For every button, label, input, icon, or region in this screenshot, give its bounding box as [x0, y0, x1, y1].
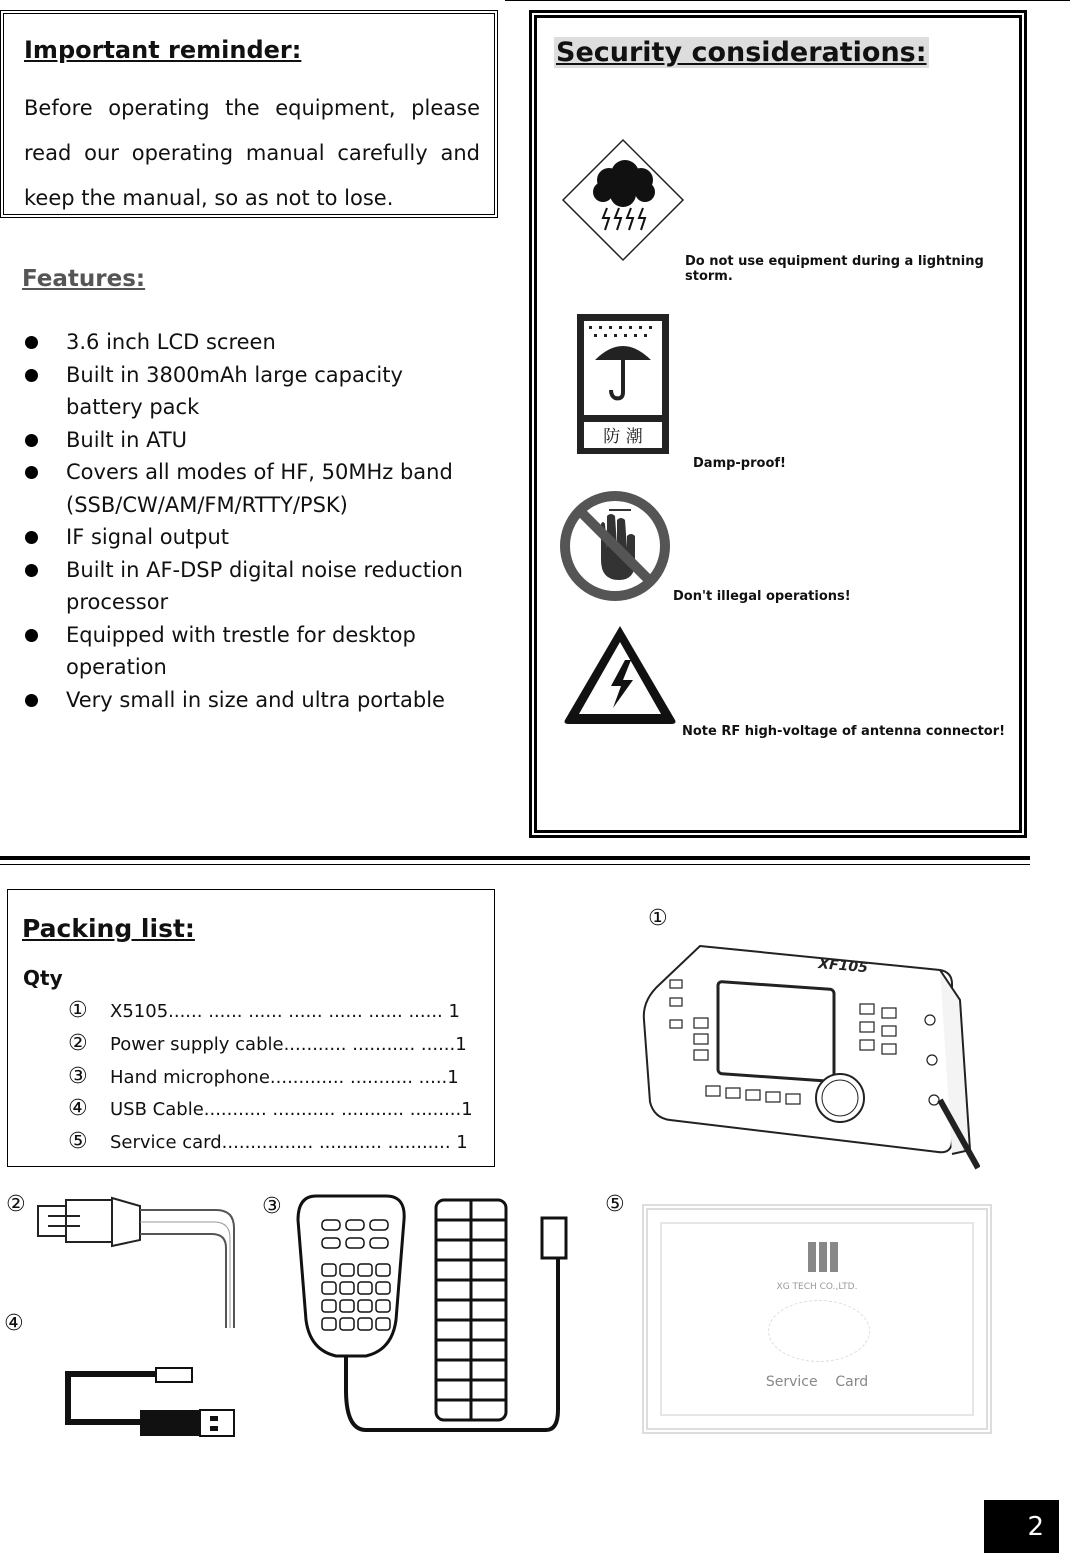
top-rule — [505, 0, 1070, 1]
no-touch-caption: Don't illegal operations! — [673, 589, 851, 604]
power-cable-illustration — [36, 1188, 242, 1328]
bullet-icon — [25, 336, 38, 349]
feature-item: IF signal output — [22, 521, 482, 554]
card-company: XG TECH CO.,LTD. — [776, 1282, 858, 1292]
packing-item: ② Power supply cable........... ........... ......1 — [68, 1031, 467, 1056]
bullet-icon — [25, 434, 38, 447]
qty-label: Qty — [23, 966, 63, 990]
reminder-title: Important reminder: — [24, 36, 302, 64]
packing-item: ③ Hand microphone............. ........... .....1 — [68, 1064, 459, 1089]
section-divider — [0, 856, 1030, 860]
radio-brand: XF105 — [817, 956, 869, 977]
bullet-icon — [25, 466, 38, 479]
feature-item: Built in AF-DSP digital noise reduction processor — [22, 554, 482, 619]
feature-item: Covers all modes of HF, 50MHz band (SSB/CW/AM/FM/RTTY/PSK) — [22, 456, 482, 521]
features-title: Features: — [22, 266, 146, 292]
feature-item: Equipped with trestle for desktop operation — [22, 619, 482, 684]
feature-item: Built in ATU — [22, 424, 482, 457]
lightning-storm-icon — [561, 138, 685, 262]
packing-item: ① X5105...... ...... ...... ...... ...... ...... ...... 1 — [68, 998, 460, 1023]
hand-microphone-illustration — [296, 1190, 586, 1440]
security-title: Security considerations: — [556, 37, 927, 68]
service-card-label: ⑤ — [605, 1192, 625, 1217]
high-voltage-icon — [559, 620, 681, 728]
packing-item: ④ USB Cable........... ........... ........... .........1 — [68, 1096, 473, 1121]
usb-cable-label: ④ — [4, 1311, 24, 1336]
damp-proof-icon — [573, 310, 673, 458]
bullet-icon — [25, 531, 38, 544]
radio-label: ① — [648, 906, 668, 931]
important-reminder-box — [0, 10, 498, 218]
feature-item: Very small in size and ultra portable — [22, 684, 482, 717]
feature-item: 3.6 inch LCD screen — [22, 326, 482, 359]
reminder-text: Before operating the equipment, please read our operating manual carefully and keep the manual, so as not to lose. — [24, 96, 480, 210]
section-divider-thin — [0, 864, 1030, 865]
service-card-illustration — [642, 1204, 992, 1434]
card-title: Service Card — [765, 1374, 869, 1390]
page-number: 2 — [984, 1500, 1059, 1553]
bullet-icon — [25, 629, 38, 642]
bullet-icon — [25, 369, 38, 382]
usb-cable-illustration — [60, 1360, 240, 1460]
card-emblem-icon — [768, 1300, 870, 1362]
card-logo-icon — [808, 1242, 838, 1272]
security-considerations-box — [529, 10, 1027, 838]
power-cable-label: ② — [6, 1192, 26, 1217]
high-voltage-caption: Note RF high-voltage of antenna connector! — [682, 724, 1006, 739]
packing-item: ⑤ Service card................ ........... ........... 1 — [68, 1129, 468, 1154]
packing-title: Packing list: — [22, 914, 195, 943]
packing-list-box — [7, 889, 495, 1167]
bullet-icon — [25, 694, 38, 707]
radio-illustration — [640, 940, 980, 1170]
lightning-caption: Do not use equipment during a lightning storm. — [685, 254, 984, 284]
damp-proof-sign-text: 防 潮 — [603, 427, 643, 447]
features-list — [22, 326, 482, 716]
no-touch-icon — [559, 490, 671, 602]
bullet-icon — [25, 564, 38, 577]
feature-item: Built in 3800mAh large capacity battery pack — [22, 359, 482, 424]
microphone-label: ③ — [262, 1194, 282, 1219]
damp-proof-caption: Damp-proof! — [693, 456, 786, 471]
